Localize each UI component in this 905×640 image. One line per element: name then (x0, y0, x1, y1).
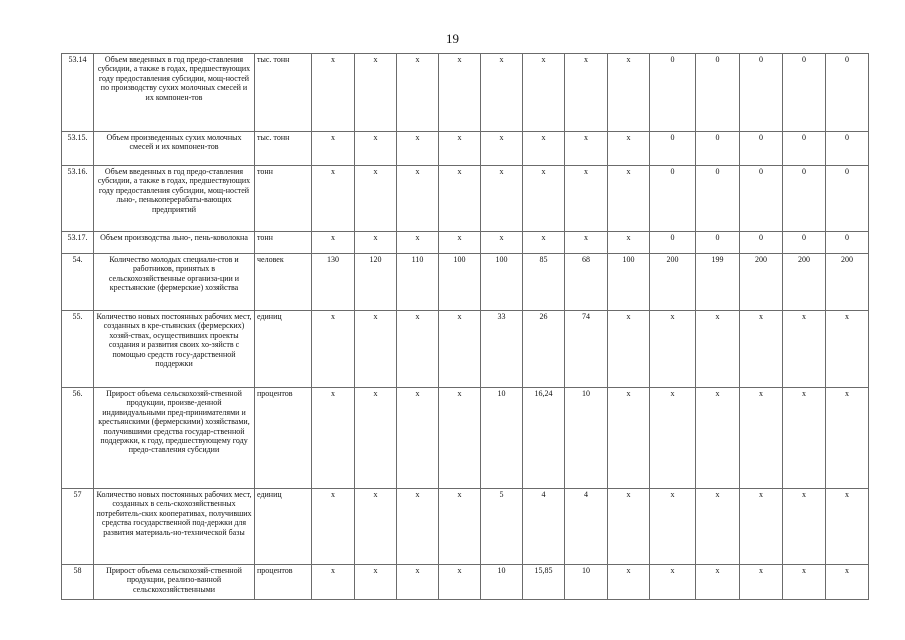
value-cell: 0 (696, 54, 740, 132)
value-cell: x (397, 54, 439, 132)
value-cell: x (826, 311, 869, 388)
table-row (62, 311, 869, 388)
table-row (62, 565, 869, 600)
value-cell: x (783, 489, 826, 565)
value-cell: 199 (696, 254, 740, 311)
value-cell: 0 (826, 232, 869, 254)
row-number-cell: 55. (62, 311, 94, 388)
value-cell: x (312, 311, 355, 388)
value-cell: 10 (565, 565, 608, 600)
row-number-cell: 57 (62, 489, 94, 565)
indicator-name-cell: Объем произведенных сухих молочных смесей и их компонен-тов (94, 132, 255, 166)
value-cell: x (397, 132, 439, 166)
page-number: 19 (446, 31, 459, 46)
indicator-name-cell: Количество новых постоянных рабочих мест, созданных в кре-стьянских (фермерских) хозяй-ствах, осуществивших проекты создания и развития своих хо-зяйств с помощью средств госу-дарственной поддержки (94, 311, 255, 388)
unit-cell: тыс. тонн (255, 54, 312, 132)
indicator-name-cell: Прирост объема сельскохозяй-ственной продукции, реализо-ванной сельскохозяйственными (94, 565, 255, 600)
value-cell: x (523, 54, 565, 132)
value-cell: x (439, 388, 481, 489)
value-cell: 26 (523, 311, 565, 388)
value-cell: x (397, 232, 439, 254)
value-cell: 100 (439, 254, 481, 311)
row-number-cell: 54. (62, 254, 94, 311)
value-cell: 0 (696, 132, 740, 166)
value-cell: x (481, 232, 523, 254)
value-cell: x (565, 132, 608, 166)
value-cell: 0 (696, 232, 740, 254)
value-cell: x (608, 132, 650, 166)
value-cell: x (397, 565, 439, 600)
value-cell: x (608, 489, 650, 565)
value-cell: 0 (740, 232, 783, 254)
unit-cell: тонн (255, 232, 312, 254)
value-cell: 200 (650, 254, 696, 311)
value-cell: x (355, 132, 397, 166)
value-cell: x (608, 166, 650, 232)
value-cell: 68 (565, 254, 608, 311)
value-cell: x (783, 311, 826, 388)
value-cell: 200 (740, 254, 783, 311)
value-cell: x (565, 54, 608, 132)
value-cell: x (355, 166, 397, 232)
value-cell: 200 (826, 254, 869, 311)
value-cell: x (481, 54, 523, 132)
value-cell: x (355, 311, 397, 388)
value-cell: x (696, 489, 740, 565)
table-row (62, 232, 869, 254)
value-cell: 5 (481, 489, 523, 565)
row-number-cell: 53.16. (62, 166, 94, 232)
value-cell: x (312, 565, 355, 600)
value-cell: 33 (481, 311, 523, 388)
value-cell: x (608, 232, 650, 254)
row-number-cell: 53.14 (62, 54, 94, 132)
row-number-cell: 56. (62, 388, 94, 489)
value-cell: x (608, 388, 650, 489)
unit-cell: единиц (255, 489, 312, 565)
value-cell: x (523, 166, 565, 232)
value-cell: x (523, 232, 565, 254)
value-cell: x (650, 311, 696, 388)
value-cell: 0 (650, 166, 696, 232)
table-row (62, 166, 869, 232)
value-cell: 130 (312, 254, 355, 311)
value-cell: 0 (826, 54, 869, 132)
value-cell: 110 (397, 254, 439, 311)
value-cell: 0 (696, 166, 740, 232)
value-cell: x (740, 388, 783, 489)
value-cell: x (826, 565, 869, 600)
value-cell: x (565, 232, 608, 254)
value-cell: 0 (826, 132, 869, 166)
value-cell: x (312, 166, 355, 232)
unit-cell: процентов (255, 388, 312, 489)
unit-cell: единиц (255, 311, 312, 388)
value-cell: 100 (481, 254, 523, 311)
value-cell: x (783, 565, 826, 600)
indicator-name-cell: Объем введенных в год предо-ставления субсидии, а также в годах, предшествующих году предоставления субсидии, мощ-ностей по производству сухих молочных смесей и их компонен-тов (94, 54, 255, 132)
value-cell: x (696, 311, 740, 388)
value-cell: 200 (783, 254, 826, 311)
value-cell: 0 (783, 232, 826, 254)
value-cell: 100 (608, 254, 650, 311)
value-cell: x (397, 166, 439, 232)
value-cell: 120 (355, 254, 397, 311)
value-cell: x (312, 388, 355, 489)
value-cell: x (608, 565, 650, 600)
row-number-cell: 58 (62, 565, 94, 600)
indicators-table (61, 53, 869, 600)
value-cell: x (740, 489, 783, 565)
indicator-name-cell: Объем введенных в год предо-ставления субсидии, а также в годах, предшествующих году предоставления субсидии, мощ-ностей льно-, пенькоперерабаты-вающих предприятий (94, 166, 255, 232)
value-cell: x (481, 166, 523, 232)
value-cell: x (312, 132, 355, 166)
value-cell: x (740, 565, 783, 600)
indicator-name-cell: Объем производства льно-, пень-коволокна (94, 232, 255, 254)
value-cell: x (783, 388, 826, 489)
value-cell: x (826, 489, 869, 565)
value-cell: x (439, 132, 481, 166)
value-cell: 85 (523, 254, 565, 311)
unit-cell: тыс. тонн (255, 132, 312, 166)
value-cell: x (355, 54, 397, 132)
value-cell: 4 (565, 489, 608, 565)
value-cell: 74 (565, 311, 608, 388)
value-cell: x (312, 54, 355, 132)
value-cell: x (439, 54, 481, 132)
value-cell: 4 (523, 489, 565, 565)
value-cell: 0 (650, 132, 696, 166)
value-cell: x (439, 489, 481, 565)
value-cell: x (355, 232, 397, 254)
value-cell: x (355, 388, 397, 489)
value-cell: 0 (740, 132, 783, 166)
value-cell: x (481, 132, 523, 166)
value-cell: 0 (783, 132, 826, 166)
value-cell: x (523, 132, 565, 166)
value-cell: 0 (783, 54, 826, 132)
value-cell: 0 (650, 54, 696, 132)
row-number-cell: 53.17. (62, 232, 94, 254)
value-cell: x (439, 565, 481, 600)
value-cell: x (439, 311, 481, 388)
indicator-name-cell: Количество новых постоянных рабочих мест, созданных в сель-скохозяйственных потребитель-ских кооперативах, получивших средства государственной под-держки для развития материаль-но-технической базы (94, 489, 255, 565)
table-row (62, 254, 869, 311)
unit-cell: процентов (255, 565, 312, 600)
value-cell: x (650, 489, 696, 565)
value-cell: x (355, 565, 397, 600)
value-cell: 15,85 (523, 565, 565, 600)
table-row (62, 388, 869, 489)
value-cell: x (696, 565, 740, 600)
value-cell: 16,24 (523, 388, 565, 489)
table-row (62, 489, 869, 565)
table-row (62, 54, 869, 132)
row-number-cell: 53.15. (62, 132, 94, 166)
value-cell: x (397, 489, 439, 565)
value-cell: x (312, 232, 355, 254)
value-cell: x (608, 54, 650, 132)
value-cell: x (397, 388, 439, 489)
unit-cell: человек (255, 254, 312, 311)
indicator-name-cell: Количество молодых специали-стов и работников, принятых в сельскохозяйственные организа-ции и крестьянские (фермерские) хозяйства (94, 254, 255, 311)
value-cell: x (355, 489, 397, 565)
value-cell: x (650, 565, 696, 600)
value-cell: x (565, 166, 608, 232)
value-cell: 0 (783, 166, 826, 232)
value-cell: 0 (740, 166, 783, 232)
value-cell: 0 (740, 54, 783, 132)
value-cell: 10 (481, 565, 523, 600)
value-cell: x (650, 388, 696, 489)
value-cell: x (312, 489, 355, 565)
value-cell: x (397, 311, 439, 388)
unit-cell: тонн (255, 166, 312, 232)
value-cell: x (608, 311, 650, 388)
value-cell: 0 (650, 232, 696, 254)
value-cell: x (826, 388, 869, 489)
indicator-name-cell: Прирост объема сельскохозяй-ственной продукции, произве-денной индивидуальными пред-принимателями и крестьянскими (фермерскими) хозяйствами, получившими средства государ-ственной поддержки, к году, предшествующему году предо-ставления субсидии (94, 388, 255, 489)
value-cell: x (439, 232, 481, 254)
value-cell: 10 (565, 388, 608, 489)
table-row (62, 132, 869, 166)
value-cell: x (740, 311, 783, 388)
value-cell: 10 (481, 388, 523, 489)
value-cell: x (439, 166, 481, 232)
value-cell: x (696, 388, 740, 489)
value-cell: 0 (826, 166, 869, 232)
